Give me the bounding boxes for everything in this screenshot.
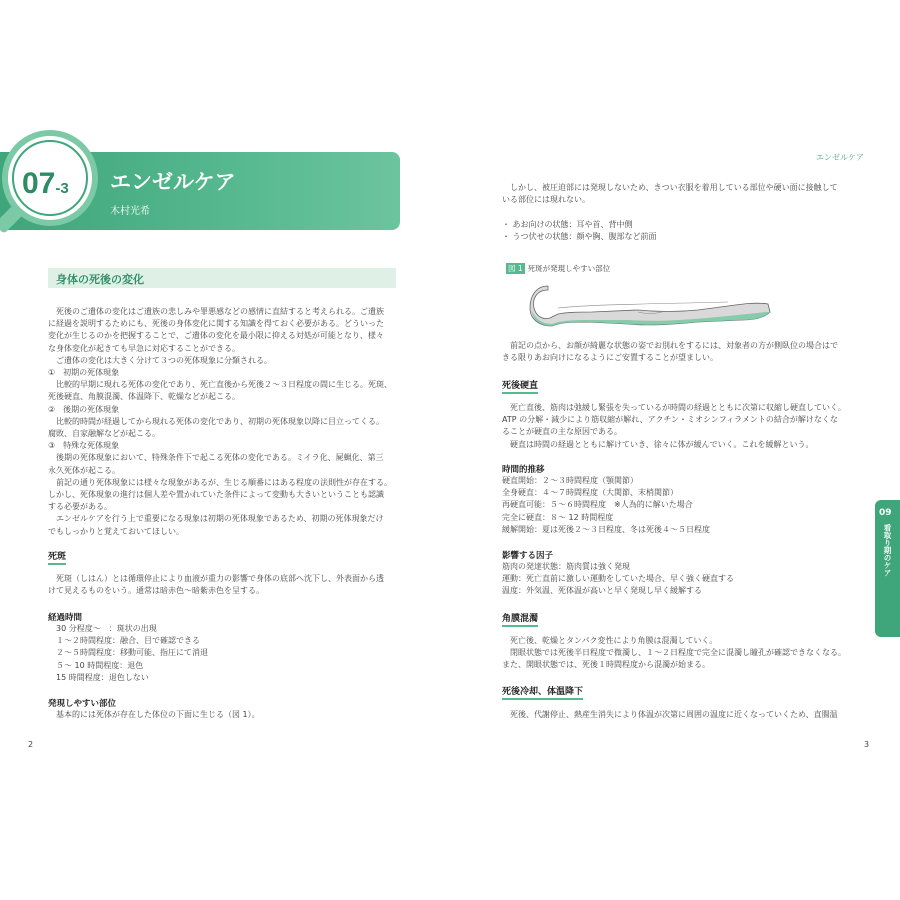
figure-number: 図 1 — [508, 264, 523, 273]
suii-list — [502, 475, 854, 536]
list-item: 全身硬直：４～７時間程度（大関節、末梢関節） — [502, 488, 678, 498]
section-title: 身体の死後の変化 — [56, 273, 144, 286]
list-item: 30 分程度～ ：斑状の出現 — [48, 624, 157, 633]
list-item: 筋肉の発達状態：筋肉質は強く発現 — [502, 562, 630, 571]
heading-bui: 発現しやすい部位 — [48, 699, 117, 709]
side-tab-number: 09 — [879, 508, 892, 518]
inshi-list — [502, 561, 854, 598]
list-item: 運動：死亡直前に激しい運動をしていた場合、早く強く硬直する — [502, 574, 734, 584]
position-bullet-list — [502, 219, 854, 243]
text-line: 前記の点から、お顔が綺麗な状態の姿でお別れをするには、対象者の方が側臥位の場合はで — [502, 341, 838, 350]
text-line: 腐敗、自家融解などが起こる。 — [48, 429, 160, 439]
list-item: 温度：外気温、死体温が高いと早く発現し早く緩解する — [502, 586, 702, 596]
list-item: ２～５時間程度：移動可能、指圧にて消退 — [48, 648, 208, 658]
heading-keika: 経過時間 — [48, 613, 83, 623]
text-line: 永久死体が起こる。 — [48, 465, 120, 475]
text-line: 変化が生じるのかを把握することで、ご遺体の変化を最小限に抑える対処が可能となり、様々 — [48, 331, 384, 341]
body-livor-figure — [528, 282, 774, 328]
text-line: しかし、被圧迫部には発現しないため、きつい衣服を着用している部位や硬い面に接触して — [502, 183, 838, 192]
text-line: いる部位には現れない。 — [502, 195, 590, 205]
keika-list — [48, 623, 400, 684]
chapter-subnumber: -3 — [55, 180, 69, 197]
list-item: 再硬直可能：５～６時間程度 ※人為的に解いた場合 — [502, 500, 693, 510]
text-line: しかし、死体現象の進行は個人差や置かれていた条件によって変動も大きいということも認識 — [48, 490, 384, 500]
heading-shihan: 死斑 — [48, 549, 66, 565]
heading-kakumaku: 角膜混濁 — [502, 611, 538, 627]
list-item: 15 時間程度：退色しない — [48, 672, 149, 682]
text-line: 前記の通り死体現象には様々な現象があるが、生じる順番にはある程度の法則性が存在する。 — [48, 477, 392, 487]
list-item: １～２時間程度：融合、目で確認できる — [48, 636, 200, 646]
kakumaku-paragraph — [502, 635, 854, 672]
running-head: エンゼルケア — [816, 153, 864, 162]
text-line: する必要がある。 — [48, 502, 112, 512]
text-line: でもしっかりと覚えておいてほしい。 — [48, 526, 184, 536]
list-item: ・ あお向けの状態：耳や首、背中側 — [502, 220, 633, 229]
list-item: ・ うつ伏せの状態：顔や胸、腹部など前面 — [502, 232, 657, 242]
shihan-paragraph — [48, 573, 400, 597]
text-line: ① 初期の死体現象 — [48, 368, 120, 378]
text-line: また、開眼状態では、死後１時間程度から混濁が始まる。 — [502, 660, 710, 670]
text-line: 硬直は時間の経過とともに解けていき、徐々に体が緩んでいく。これを緩解という。 — [502, 439, 814, 449]
text-line: に経過を説明するためにも、死後の身体変化に関する知識を得ておく必要がある。どういった — [48, 319, 384, 329]
text-line: 閉眼状態では死後半日程度で微濁し、１～２日程度で完全に混濁し瞳孔が確認できなくなる。 — [502, 648, 846, 658]
author-name: 木村光希 — [110, 206, 150, 217]
heading-suii: 時間的推移 — [502, 465, 545, 475]
text-line: 後期の死体現象において、特殊条件下で起こる死体の変化である。ミイラ化、屍蝋化、第三 — [48, 453, 384, 463]
page-number-right: 3 — [864, 740, 870, 749]
chapter-number: 07-3 — [22, 167, 69, 200]
list-item: 緩解開始：夏は死後２～３日程度、冬は死後４～５日程度 — [502, 524, 710, 534]
text-line: きる限りあお向けになるようにご安置することが望ましい。 — [502, 353, 718, 363]
side-tab-label: 看取り期のケア — [883, 524, 892, 577]
text-line: ることが硬直の主な原因である。 — [502, 427, 622, 437]
right-intro-paragraph — [502, 182, 854, 206]
page-number-left: 2 — [28, 740, 34, 749]
list-item: ５～ 10 時間程度：退色 — [48, 660, 144, 670]
list-item: 完全に硬直：８～ 12 時間程度 — [502, 512, 614, 522]
intro-paragraph — [48, 306, 400, 538]
section-header — [48, 268, 396, 288]
text-line: ご遺体の変化は大きく分けて３つの死体現象に分類される。 — [48, 355, 272, 365]
text-line: 死亡直後、筋肉は弛緩し緊張を失っているが時間の経過とともに次第に収縮し硬直していく。 — [502, 403, 846, 412]
text-line: 比較的早期に現れる死体の変化であり、死亡直後から死後２～３日程度の間に生じる。死斑、 — [48, 380, 392, 390]
text-line: 死斑（しはん）とは循環停止により血液が重力の影響で身体の底部へ沈下し、外表面から透 — [48, 574, 384, 583]
list-item: 硬直開始：２～３時間程度（顎関節） — [502, 476, 638, 485]
text-line: けて見えるものをいう。通常は暗赤色～暗紫赤色を呈する。 — [48, 586, 264, 596]
text-line: 死亡後、乾燥とタンパク変性により角膜は混濁していく。 — [502, 636, 718, 645]
text-line: ③ 特殊な死体現象 — [48, 441, 120, 451]
bui-paragraph: 基本的には死体が存在した体位の下面に生じる（図 1）。 — [48, 710, 260, 719]
koko-paragraph — [502, 402, 854, 451]
text-line: 比較的時間が経過してから現れる死体の変化であり、初期の死体現象以降に目立ってくる。 — [48, 416, 384, 426]
heading-koko: 死後硬直 — [502, 378, 538, 394]
heading-inshi: 影響する因子 — [502, 551, 554, 561]
text-line: な身体変化が起きても早急に対応することができる。 — [48, 343, 240, 353]
heading-reikyaku: 死後冷却、体温降下 — [502, 684, 583, 700]
text-line: ATP の分解・減少により筋収縮が解れ、アクチン・ミオシンフィラメントの結合が解けなくな — [502, 415, 838, 425]
reikyaku-paragraph: 死後、代謝停止、熱産生消失により体温が次第に周囲の温度に近くなっていくため、直腸温 — [502, 710, 838, 719]
text-line: 死後硬直、角膜混濁、体温降下、乾燥などが起こる。 — [48, 392, 240, 402]
text-line: 死後のご遺体の変化はご遺族の悲しみや罪悪感などの感情に直結すると考えられる。ご遺族 — [48, 307, 384, 316]
text-line: ② 後期の死体現象 — [48, 404, 120, 414]
figure-caption — [506, 263, 610, 274]
body-arm-line — [558, 302, 728, 308]
page-title: エンゼルケア — [110, 170, 236, 194]
figure-caption-text: 死斑が発現しやすい部位 — [527, 264, 611, 273]
text-line: エンゼルケアを行う上で重要になる現象は初期の死体現象であるため、初期の死体現象だけ — [48, 514, 384, 524]
after-figure-paragraph — [502, 340, 854, 364]
